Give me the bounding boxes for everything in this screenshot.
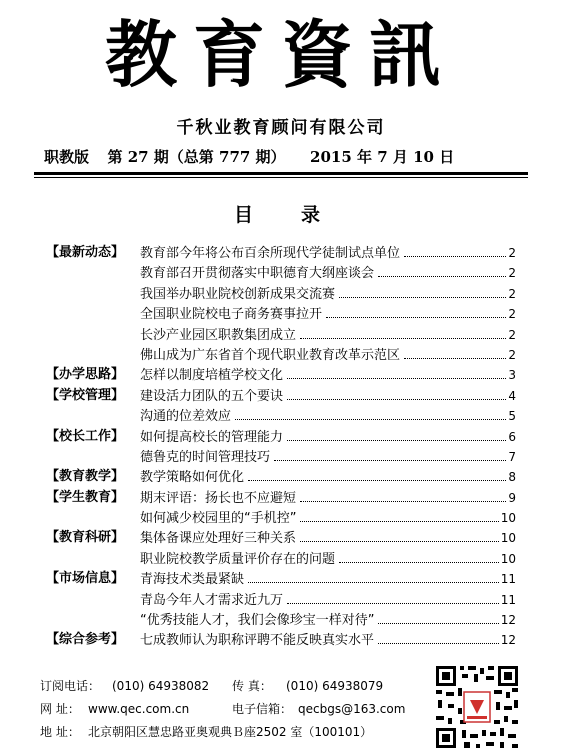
toc-row[interactable] — [0, 528, 562, 548]
table-of-contents — [0, 243, 562, 651]
toc-entry — [140, 610, 516, 631]
toc-page-number: 2 — [508, 266, 516, 281]
toc-entry — [140, 345, 516, 366]
toc-title[interactable]: 建设活力团队的五个要诀 — [140, 388, 284, 404]
toc-entry — [140, 508, 516, 529]
toc-row[interactable] — [0, 406, 562, 426]
masthead-title: 教育資訊 — [104, 12, 457, 97]
phone-label: 订阅电话： — [40, 679, 101, 693]
toc-title[interactable]: 期末评语：扬长也不应避短 — [140, 490, 297, 506]
toc-row[interactable] — [0, 508, 562, 528]
toc-leader-dots — [248, 570, 499, 583]
toc-row[interactable] — [0, 365, 562, 385]
toc-leader-dots — [274, 448, 506, 461]
toc-page-number: 7 — [508, 449, 516, 464]
toc-category: 【综合参考】 — [46, 632, 125, 648]
toc-row[interactable] — [0, 325, 562, 345]
toc-title[interactable]: 怎样以制度培植学校文化 — [140, 368, 284, 384]
toc-row[interactable] — [0, 569, 562, 589]
footer-row-phone — [40, 676, 440, 699]
toc-row[interactable] — [0, 630, 562, 650]
toc-leader-dots — [404, 346, 506, 359]
toc-row[interactable] — [0, 488, 562, 508]
toc-title[interactable]: 教育部召开贯彻落实中职德育大纲座谈会 — [140, 266, 375, 282]
toc-leader-dots — [378, 631, 499, 644]
toc-leader-dots — [248, 468, 506, 481]
toc-title[interactable]: 青海技术类最紧缺 — [140, 572, 245, 588]
toc-page-number: 10 — [500, 511, 516, 526]
toc-title[interactable]: 德鲁克的时间管理技巧 — [140, 449, 271, 465]
contact-footer — [40, 676, 440, 745]
toc-title[interactable]: 如何减少校园里的“手机控” — [140, 511, 297, 527]
issue-edition: 职教版 — [44, 148, 90, 166]
toc-leader-dots — [300, 326, 506, 339]
toc-title[interactable]: 如何提高校长的管理能力 — [140, 429, 284, 445]
toc-category: 【学校管理】 — [46, 387, 125, 403]
toc-page-number: 4 — [508, 388, 516, 403]
issue-line — [44, 146, 524, 167]
toc-entry — [140, 263, 516, 284]
toc-entry — [140, 243, 516, 264]
toc-leader-dots — [339, 285, 506, 298]
toc-title[interactable]: 教育部今年将公布百余所现代学徒制试点单位 — [140, 246, 401, 261]
toc-leader-dots — [300, 509, 498, 522]
address-value: 北京朝阳区慧忠路亚奥观典Ｂ座2502 室（100101） — [88, 725, 373, 739]
toc-leader-dots — [287, 428, 506, 441]
qr-code-icon — [434, 664, 520, 750]
footer-row-web — [40, 699, 440, 722]
toc-category: 【学生教育】 — [46, 489, 125, 505]
toc-leader-dots — [287, 387, 506, 400]
toc-entry — [140, 528, 516, 549]
toc-title[interactable]: 全国职业院校电子商务赛事拉开 — [140, 307, 323, 323]
toc-leader-dots — [235, 407, 506, 420]
toc-row[interactable] — [0, 386, 562, 406]
company-name: 千秋业教育顾问有限公司 — [176, 118, 386, 138]
toc-row[interactable] — [0, 243, 562, 263]
toc-leader-dots — [339, 550, 499, 563]
issue-number: 第 27 期（总第 777 期） — [107, 148, 286, 166]
toc-page-number: 2 — [508, 307, 516, 322]
toc-title[interactable]: 长沙产业园区职教集团成立 — [140, 327, 297, 343]
toc-page-number: 11 — [500, 592, 516, 607]
toc-category: 【教育科研】 — [46, 530, 125, 546]
toc-entry — [140, 630, 516, 651]
toc-page-number: 2 — [508, 246, 516, 260]
toc-row[interactable] — [0, 447, 562, 467]
toc-page-number: 6 — [508, 429, 516, 444]
issue-date: 2015 年 7 月 10 日 — [310, 148, 455, 166]
toc-entry — [140, 365, 516, 386]
footer-row-address — [40, 722, 440, 745]
toc-title[interactable]: “优秀技能人才，我们会像珍宝一样对待” — [140, 613, 375, 629]
toc-category: 【校长工作】 — [46, 428, 125, 444]
toc-page-number: 5 — [508, 409, 516, 424]
email-label: 电子信箱： — [232, 702, 293, 716]
toc-row[interactable] — [0, 304, 562, 324]
toc-leader-dots — [378, 264, 506, 277]
fax-value: (010) 64938079 — [286, 679, 384, 693]
toc-leader-dots — [326, 305, 506, 318]
toc-entry — [140, 325, 516, 346]
toc-entry — [140, 386, 516, 407]
toc-entry — [140, 427, 516, 448]
email-value[interactable]: qecbgs@163.com — [298, 702, 406, 716]
toc-category: 【教育教学】 — [46, 469, 125, 485]
phone-value: (010) 64938082 — [112, 679, 210, 693]
toc-entry — [140, 569, 516, 590]
toc-page-number: 2 — [508, 347, 516, 362]
toc-page-number: 12 — [500, 613, 516, 628]
toc-page-number: 8 — [508, 470, 516, 485]
toc-entry — [140, 284, 516, 305]
web-label: 网 址： — [40, 702, 80, 716]
toc-entry — [140, 447, 516, 468]
toc-row[interactable] — [0, 427, 562, 447]
header-rule-thick — [34, 172, 528, 175]
toc-row[interactable] — [0, 263, 562, 283]
toc-leader-dots — [300, 529, 499, 542]
toc-page-number: 10 — [500, 531, 516, 546]
toc-title[interactable]: 职业院校教学质量评价存在的问题 — [140, 551, 336, 567]
toc-row[interactable] — [0, 590, 562, 610]
toc-page-number: 3 — [508, 368, 516, 383]
toc-title[interactable]: 沟通的位差效应 — [140, 409, 232, 425]
toc-title[interactable]: 佛山成为广东省首个现代职业教育改革示范区 — [140, 347, 401, 363]
toc-title[interactable]: 青岛今年人才需求近九万 — [140, 592, 284, 608]
toc-page-number: 9 — [508, 490, 516, 505]
toc-page-number: 2 — [508, 327, 516, 342]
toc-category: 【办学思路】 — [46, 367, 125, 383]
toc-category: 【最新动态】 — [46, 245, 125, 260]
toc-entry — [140, 304, 516, 325]
toc-leader-dots — [300, 489, 506, 502]
toc-leader-dots — [378, 611, 498, 624]
toc-leader-dots — [404, 244, 506, 257]
toc-row[interactable] — [0, 610, 562, 630]
toc-title[interactable]: 集体备课应处理好三种关系 — [140, 531, 297, 547]
address-label: 地 址： — [40, 725, 80, 739]
toc-leader-dots — [287, 591, 499, 604]
toc-page-number: 11 — [500, 572, 516, 587]
toc-category: 【市场信息】 — [46, 571, 125, 587]
toc-leader-dots — [287, 366, 506, 379]
toc-entry — [140, 467, 516, 488]
toc-heading: 目录 — [233, 204, 368, 226]
header-rule-thin — [34, 177, 528, 178]
toc-entry — [140, 590, 516, 611]
fax-label: 传 真： — [232, 679, 272, 693]
toc-entry — [140, 549, 516, 570]
toc-entry — [140, 488, 516, 509]
toc-entry — [140, 406, 516, 427]
toc-title[interactable]: 七成教师认为职称评聘不能反映真实水平 — [140, 633, 375, 649]
toc-page-number: 10 — [500, 551, 516, 566]
toc-row[interactable] — [0, 284, 562, 304]
toc-row[interactable] — [0, 549, 562, 569]
toc-row[interactable] — [0, 345, 562, 365]
toc-title[interactable]: 我国举办职业院校创新成果交流赛 — [140, 286, 336, 302]
toc-title[interactable]: 教学策略如何优化 — [140, 470, 245, 486]
toc-page-number: 12 — [500, 633, 516, 648]
web-value[interactable]: www.qec.com.cn — [88, 702, 190, 716]
toc-row[interactable] — [0, 467, 562, 487]
toc-page-number: 2 — [508, 286, 516, 301]
